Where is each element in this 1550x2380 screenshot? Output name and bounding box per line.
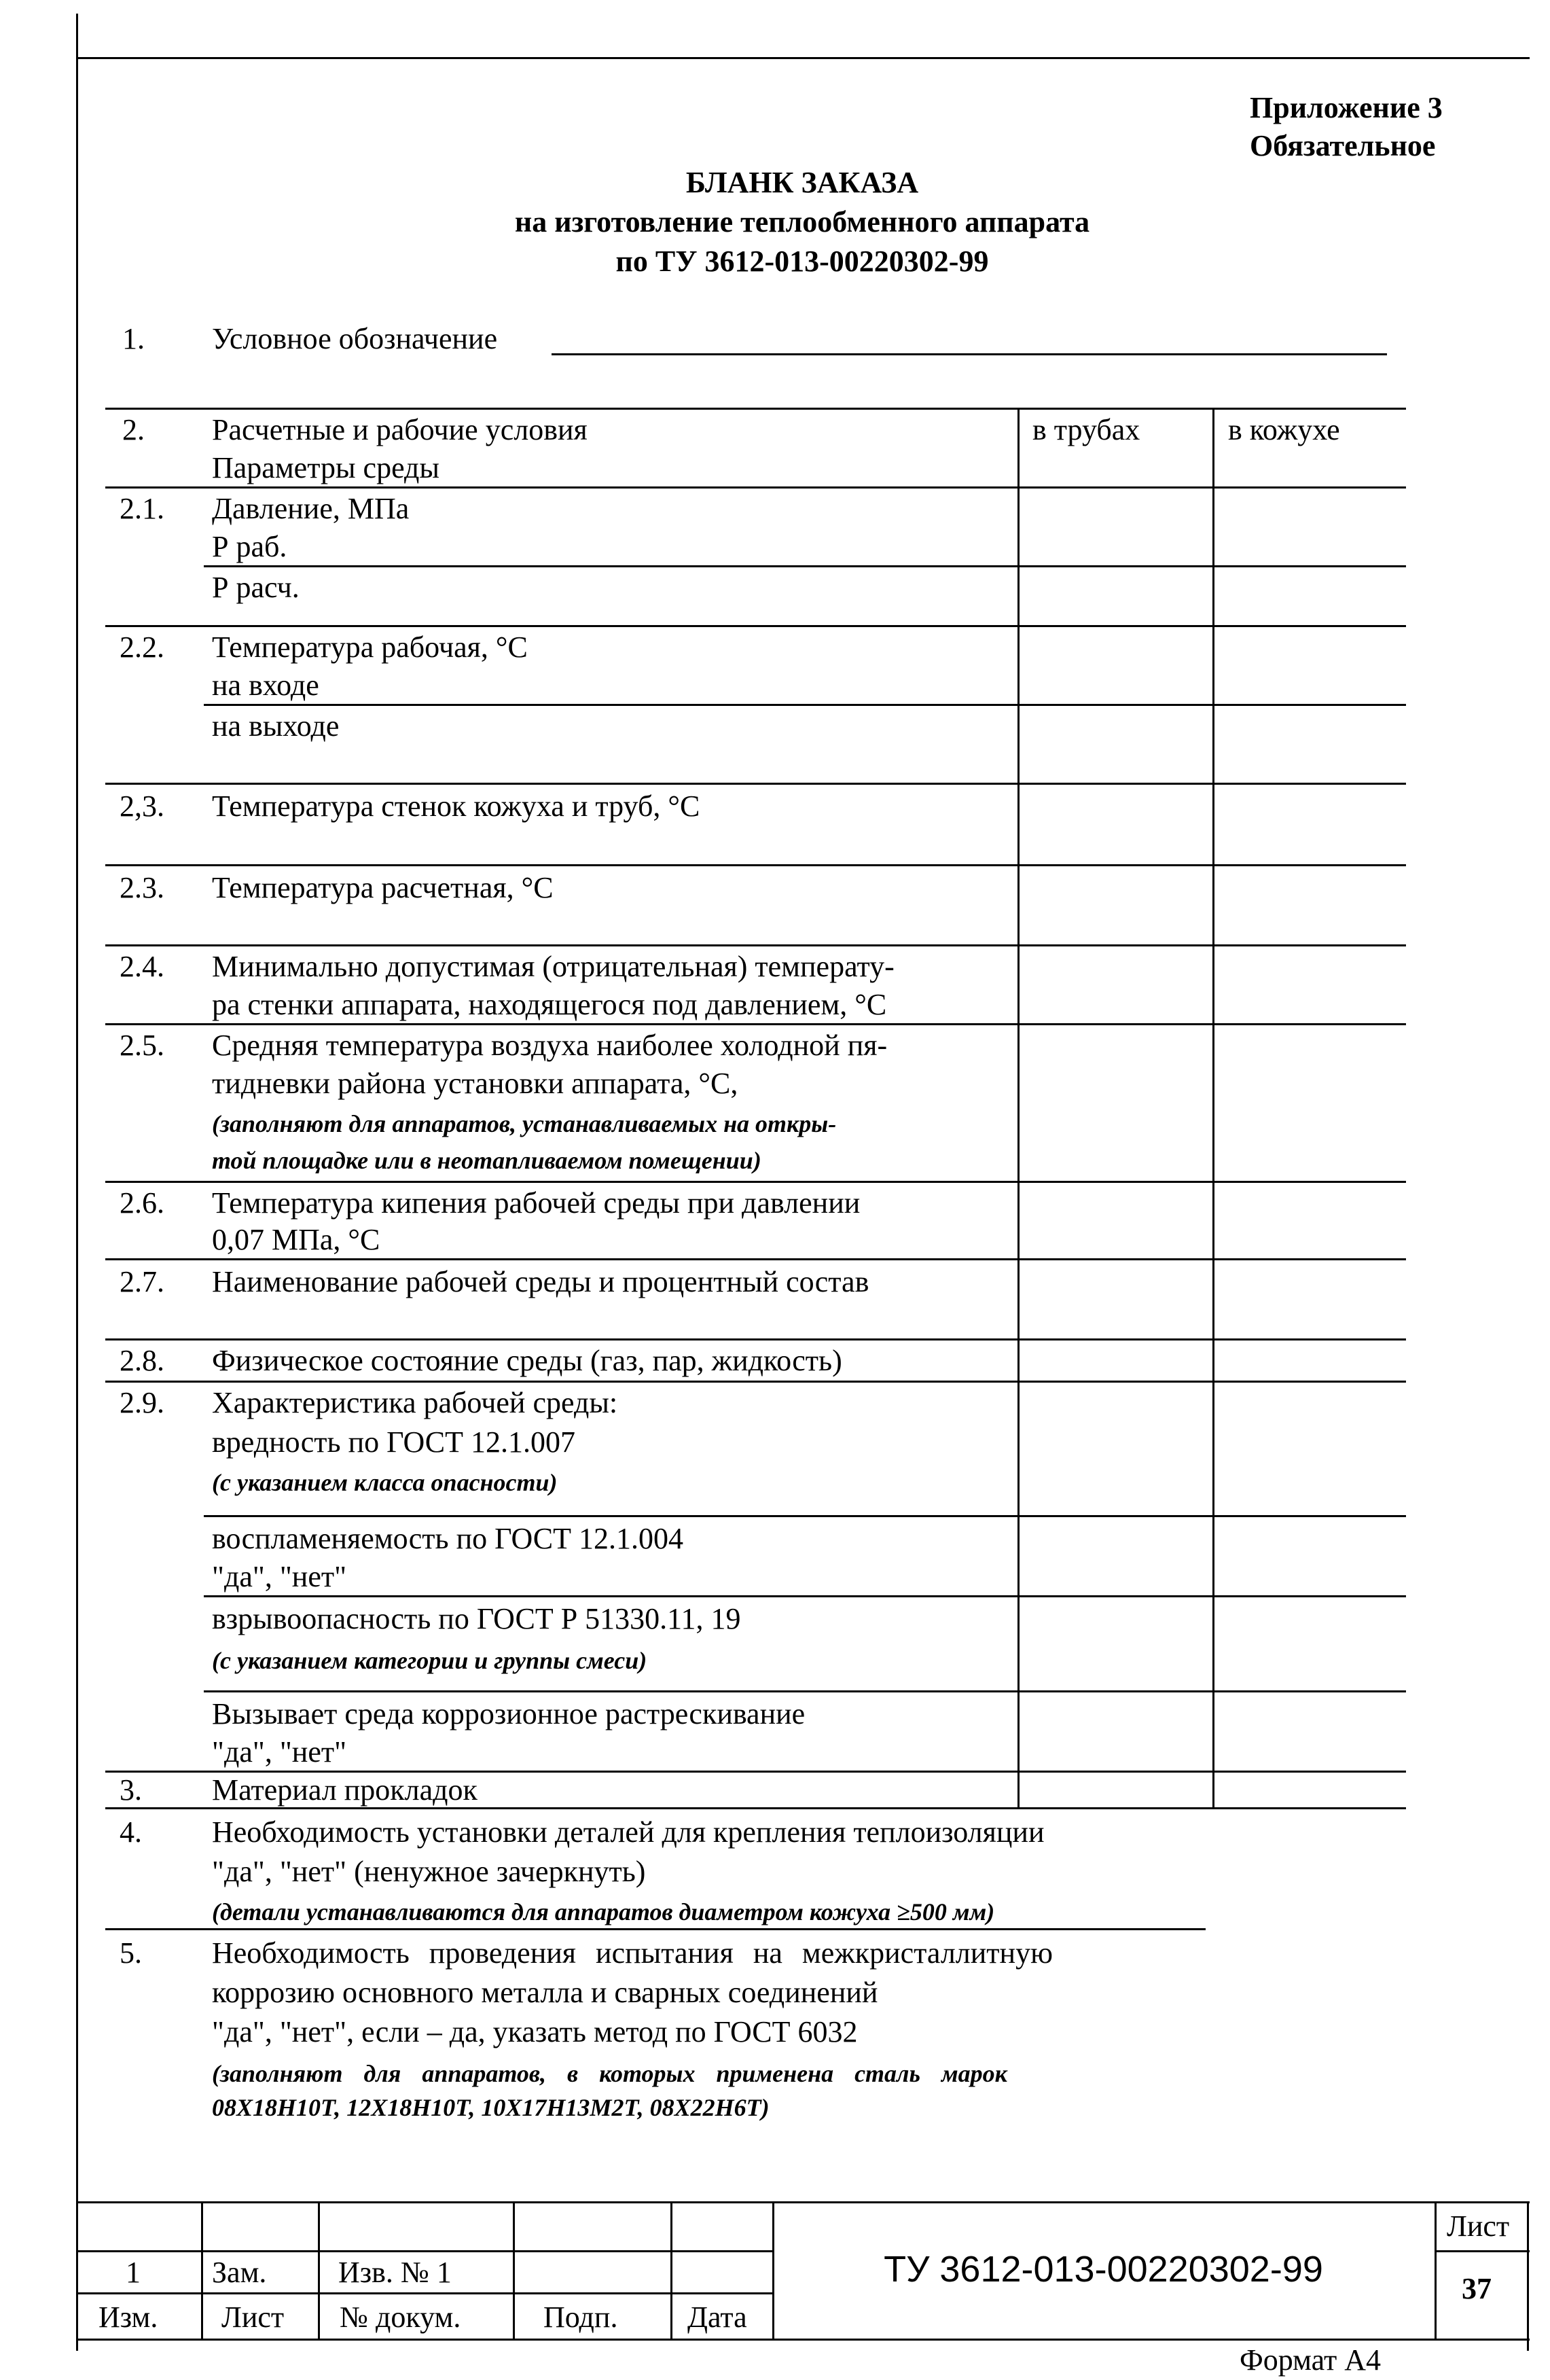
row-2-5-line1: Средняя температура воздуха наиболее холодной пя-: [212, 1029, 888, 1062]
stamp-top-line: [76, 2201, 1530, 2203]
row-2-9b-line1: воспламеняемость по ГОСТ 12.1.004: [212, 1522, 684, 1555]
stamp-document-code: ТУ 3612-013-00220302-99: [884, 2249, 1323, 2290]
row-line: [105, 783, 1406, 785]
stamp-sheet-label: Лист: [1447, 2209, 1510, 2243]
row-2-5-note1: (заполняют для аппаратов, устанавливаемых на откры-: [212, 1110, 837, 1137]
row-line: [105, 944, 1406, 946]
row-2-9-line2: вредность по ГОСТ 12.1.007: [212, 1425, 576, 1459]
stamp-col-line: [513, 2201, 515, 2340]
appendix-number: Приложение 3: [1250, 91, 1443, 124]
stamp-header-sheet: Лист: [221, 2301, 285, 2334]
item5-note2: 08Х18Н10Т, 12Х18Н10Т, 10Х17Н13М2Т, 08Х22Н6Т): [212, 2094, 770, 2121]
item4-number: 4.: [120, 1815, 142, 1849]
row-2-9-note: (с указанием класса опасности): [212, 1469, 558, 1496]
row-2-8-label: Физическое состояние среды (газ, пар, жидкость): [212, 1344, 842, 1377]
item5-line2: коррозию основного металла и сварных соединений: [212, 1976, 878, 2009]
item1-number: 1.: [122, 322, 145, 355]
row-2-9c-note: (с указанием категории и группы смеси): [212, 1647, 647, 1674]
item5-number: 5.: [120, 1936, 142, 1970]
row-2-3a-number: 2,3.: [120, 789, 164, 823]
item5-line1: Необходимость проведения испытания на межкристаллитную: [212, 1936, 1053, 1970]
header-tubes: в трубах: [1032, 413, 1140, 446]
row-2-4-line2: ра стенки аппарата, находящегося под давлением, °С: [212, 988, 887, 1021]
left-frame-line: [76, 14, 78, 2351]
row-line: [204, 704, 1406, 706]
stamp-row2-line: [76, 2292, 772, 2294]
stamp-col-line: [1435, 2201, 1437, 2340]
row-2-9b-line2: "да", "нет": [212, 1560, 347, 1593]
row-2-4-number: 2.4.: [120, 950, 164, 983]
table-col-shell-border: [1212, 408, 1214, 1807]
stamp-header-document: № докум.: [340, 2301, 461, 2334]
row-line: [204, 1515, 1406, 1517]
stamp-header-change: Изм.: [98, 2301, 158, 2334]
right-frame-line: [1527, 2201, 1529, 2351]
row-2-8-number: 2.8.: [120, 1344, 164, 1377]
row-2-1-design: Р расч.: [212, 571, 300, 604]
header-shell: в кожухе: [1228, 413, 1340, 446]
appendix-status: Обязательное: [1250, 129, 1436, 162]
row-2-5-note2: той площадке или в неотапливаемом помещении): [212, 1147, 761, 1174]
row-2-6-line2: 0,07 МПа, °С: [212, 1223, 380, 1256]
row-2-2-outlet: на выходе: [212, 709, 340, 743]
item5-line3: "да", "нет", если – да, указать метод по ГОСТ 6032: [212, 2015, 858, 2048]
row-2-9d-line1: Вызывает среда коррозионное растрескивание: [212, 1697, 806, 1730]
stamp-sheet-line: [1435, 2250, 1530, 2252]
row-line: [204, 1595, 1406, 1597]
row-2-3b-number: 2.3.: [120, 871, 164, 904]
stamp-col-line: [670, 2201, 672, 2340]
header-subtitle: Параметры среды: [212, 451, 439, 484]
item5-note1: (заполняют для аппаратов, в которых применена сталь марок: [212, 2060, 1007, 2087]
top-frame-line: [76, 57, 1530, 59]
row-line: [204, 565, 1406, 567]
stamp-header-date: Дата: [687, 2301, 747, 2334]
stamp-col-line: [318, 2201, 320, 2340]
header-number: 2.: [122, 413, 145, 446]
form-spec: по ТУ 3612-013-00220302-99: [615, 245, 989, 278]
stamp-change-number: 1: [126, 2256, 141, 2289]
stamp-sheet-number: 37: [1462, 2272, 1492, 2305]
row-2-9d-line2: "да", "нет": [212, 1735, 347, 1769]
stamp-col-line: [201, 2201, 203, 2340]
row-line: [105, 408, 1406, 410]
row-2-9-line1: Характеристика рабочей среды:: [212, 1386, 618, 1419]
table-col-tubes-border: [1017, 408, 1020, 1807]
row-line: [204, 1690, 1406, 1692]
row-3-number: 3.: [120, 1773, 142, 1807]
row-2-7-label: Наименование рабочей среды и процентный состав: [212, 1265, 869, 1298]
row-2-5-line2: тидневки района установки аппарата, °С,: [212, 1067, 738, 1100]
header-title: Расчетные и рабочие условия: [212, 413, 588, 446]
item4-line2: "да", "нет" (ненужное зачеркнуть): [212, 1855, 646, 1888]
row-line: [105, 1381, 1406, 1383]
stamp-header-signature: Подп.: [543, 2301, 618, 2334]
form-title: БЛАНК ЗАКАЗА: [685, 166, 919, 199]
row-line: [105, 1338, 1406, 1340]
row-line: [105, 625, 1406, 627]
row-line: [105, 1181, 1406, 1183]
stamp-notice-number: Изв. № 1: [338, 2256, 452, 2289]
row-2-1-number: 2.1.: [120, 492, 164, 525]
row-2-1-label: Давление, МПа: [212, 492, 410, 525]
row-2-3b-label: Температура расчетная, °С: [212, 871, 554, 904]
stamp-change-type: Зам.: [212, 2256, 267, 2289]
row-2-3a-label: Температура стенок кожуха и труб, °С: [212, 789, 700, 823]
item4-line1: Необходимость установки деталей для крепления теплоизоляции: [212, 1815, 1045, 1849]
row-2-4-line1: Минимально допустимая (отрицательная) температу-: [212, 950, 895, 983]
row-2-6-number: 2.6.: [120, 1186, 164, 1220]
row-2-2-label: Температура рабочая, °С: [212, 630, 528, 664]
item1-fill-line[interactable]: [552, 353, 1387, 355]
row-line: [105, 864, 1406, 866]
row-3-label: Материал прокладок: [212, 1773, 477, 1807]
paper-format: Формат А4: [1240, 2343, 1382, 2377]
row-line: [105, 1928, 1206, 1930]
row-2-1-working: Р раб.: [212, 530, 287, 563]
row-2-2-number: 2.2.: [120, 630, 164, 664]
item4-note: (детали устанавливаются для аппаратов диаметром кожуха ≥500 мм): [212, 1898, 995, 1925]
row-2-5-number: 2.5.: [120, 1029, 164, 1062]
row-2-9-number: 2.9.: [120, 1386, 164, 1419]
form-subtitle: на изготовление теплообменного аппарата: [514, 205, 1090, 238]
item1-label: Условное обозначение: [212, 322, 498, 355]
row-2-7-number: 2.7.: [120, 1265, 164, 1298]
stamp-mid-line: [76, 2250, 772, 2252]
row-2-6-line1: Температура кипения рабочей среды при давлении: [212, 1186, 861, 1220]
row-2-2-inlet: на входе: [212, 669, 319, 702]
row-2-9c-line1: взрывоопасность по ГОСТ Р 51330.11, 19: [212, 1602, 741, 1635]
